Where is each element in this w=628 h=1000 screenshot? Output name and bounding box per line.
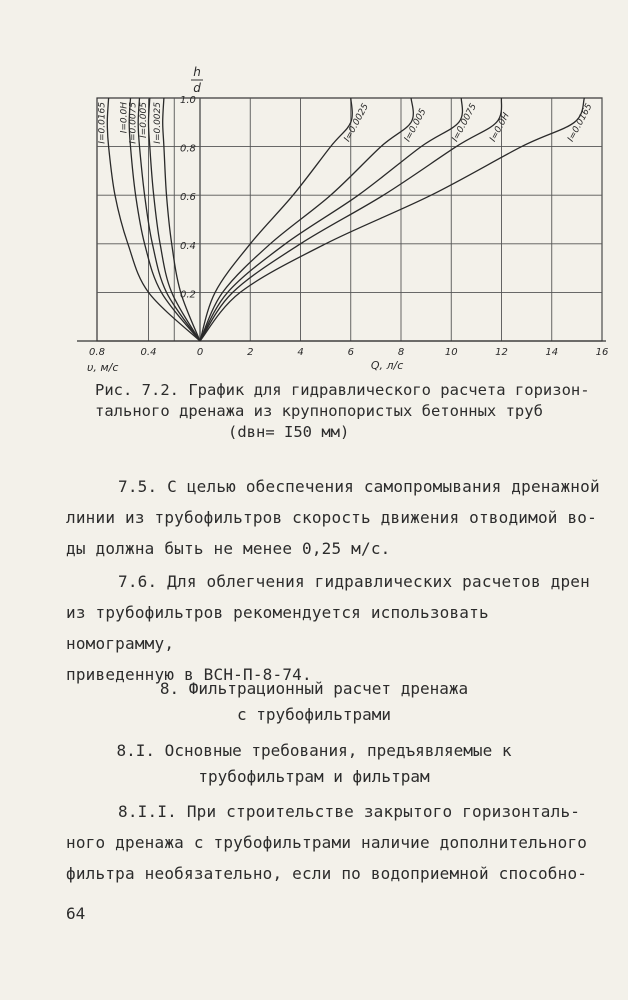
discharge-tick-label: 4	[297, 347, 304, 358]
discharge-curve	[200, 98, 462, 341]
velocity-curve-label: I=0.0025	[152, 102, 163, 144]
discharge-axis-label: Q, л/с	[370, 359, 404, 372]
discharge-tick-label: 6	[347, 347, 354, 358]
velocity-curve-label: I=0.005	[138, 102, 149, 138]
caption-line-1: Рис. 7.2. График для гидравлического расчета горизон-	[95, 381, 590, 399]
paragraph-line: ного дренажа с трубофильтрами наличие дополнительного	[66, 833, 588, 852]
heading-line: 8. Фильтрационный расчет дренажа	[159, 679, 469, 698]
chart-labels	[87, 65, 608, 374]
paragraph-7-6	[66, 566, 606, 690]
discharge-tick-label: 16	[595, 347, 609, 358]
discharge-curve	[200, 98, 584, 341]
y-axis-label-bottom: d	[193, 81, 201, 95]
discharge-curve	[200, 98, 413, 341]
paragraph-7-5	[66, 471, 606, 564]
y-tick-label: 1.0	[180, 95, 196, 106]
velocity-curve	[163, 98, 200, 341]
section-8-1-heading	[0, 738, 628, 790]
y-tick-label: 0.2	[180, 289, 196, 301]
velocity-tick-label: 0.4	[140, 347, 157, 358]
velocity-tick-label: 0.8	[89, 347, 105, 358]
discharge-curve-label: I=0.0075	[450, 102, 480, 144]
paragraph-line: ды должна быть не менее 0,25 м/с.	[66, 539, 391, 558]
heading-line: с трубофильтрами	[236, 705, 392, 724]
hydraulic-chart	[40, 58, 610, 378]
discharge-curve-label: I=0.0165	[566, 102, 595, 144]
caption-line-2: тального дренажа из крупнопористых бетонных труб	[95, 402, 543, 420]
paragraph-line: из трубофильтров рекомендуется использовать номограмму,	[66, 603, 489, 653]
discharge-tick-label: 8	[397, 347, 405, 358]
heading-line: трубофильтрам и фильтрам	[198, 767, 430, 786]
y-tick-label: 0.8	[180, 143, 196, 155]
y-axis-label-top: h	[193, 65, 201, 79]
discharge-tick-label: 14	[545, 347, 559, 358]
figure-caption	[95, 380, 595, 443]
paragraph-line: 7.6. Для облегчения гидравлических расчетов дрен	[118, 572, 590, 591]
paragraph-line: 8.I.I. При строительстве закрытого горизонталь-	[118, 802, 581, 821]
velocity-tick-label: 0	[196, 347, 204, 358]
discharge-curve-label: I=0.0H	[488, 111, 512, 144]
page-number: 64	[66, 904, 86, 923]
velocity-axis-label: υ, м/с	[87, 361, 119, 374]
paragraph-line: фильтра необязательно, если по водоприемной способно-	[66, 864, 588, 883]
velocity-curve-label: I=0.0075	[128, 102, 139, 144]
velocity-curve-label: I=0.0H	[119, 102, 130, 134]
paragraph-line: приведенную в ВСН-П-8-74.	[66, 665, 312, 684]
paragraph-line: линии из трубофильтров скорость движения отводимой во-	[66, 508, 597, 527]
discharge-curve-label: I=0.0025	[342, 102, 371, 144]
discharge-tick-label: 2	[247, 347, 254, 358]
discharge-curve-label: I=0.005	[402, 107, 429, 144]
y-tick-label: 0.6	[180, 192, 196, 204]
section-8-heading	[0, 676, 628, 728]
caption-formula: (dвн= I50 мм)	[228, 423, 350, 441]
y-tick-label: 0.4	[180, 240, 196, 252]
discharge-tick-label: 12	[495, 347, 508, 358]
velocity-curve-label: I=0.0165	[97, 102, 108, 144]
heading-line: 8.I. Основные требования, предъявляемые к	[116, 741, 512, 760]
discharge-tick-label: 10	[444, 347, 458, 358]
paragraph-line: 7.5. С целью обеспечения самопромывания дренажной	[118, 477, 600, 496]
paragraph-8-1-1	[66, 796, 606, 889]
